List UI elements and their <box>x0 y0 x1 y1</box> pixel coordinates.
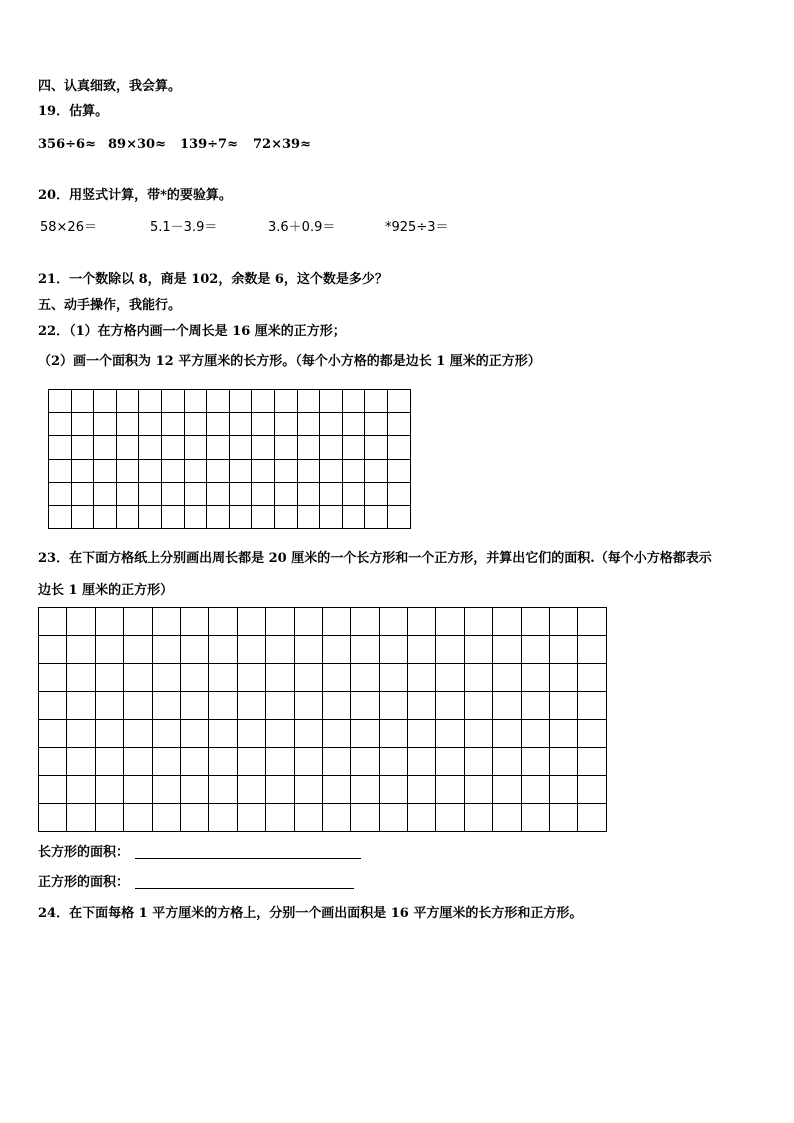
grid-row <box>39 776 607 804</box>
grid-cell[interactable] <box>161 390 184 413</box>
grid-cell[interactable] <box>209 720 237 748</box>
grid-cell[interactable] <box>436 748 464 776</box>
grid-cell[interactable] <box>39 608 67 636</box>
grid-cell[interactable] <box>351 664 379 692</box>
grid-cell[interactable] <box>71 413 94 436</box>
grid-cell[interactable] <box>365 436 388 459</box>
q24-text: 24．在下面每格 1 平方厘米的方格上，分别一个画出面积是 16 平方厘米的长方形和正方形。 <box>38 906 583 921</box>
grid-cell[interactable] <box>408 692 436 720</box>
grid-cell[interactable] <box>139 436 162 459</box>
grid-cell[interactable] <box>266 720 294 748</box>
square-area-label: 正方形的面积： <box>38 875 130 890</box>
grid-cell[interactable] <box>180 692 208 720</box>
grid-row <box>49 459 411 482</box>
grid-cell[interactable] <box>67 608 95 636</box>
grid-cell[interactable] <box>464 748 492 776</box>
grid-cell[interactable] <box>322 776 350 804</box>
grid-cell[interactable] <box>39 692 67 720</box>
grid-cell[interactable] <box>207 436 230 459</box>
grid-cell[interactable] <box>116 482 139 505</box>
grid-cell[interactable] <box>274 482 297 505</box>
grid-cell[interactable] <box>207 505 230 528</box>
q19-label: 19．估算。 <box>38 104 109 119</box>
grid-cell[interactable] <box>39 776 67 804</box>
grid-cell[interactable] <box>294 804 322 832</box>
grid-cell[interactable] <box>95 748 123 776</box>
grid-cell[interactable] <box>71 390 94 413</box>
grid-cell[interactable] <box>550 664 578 692</box>
grid-cell[interactable] <box>152 608 180 636</box>
grid-cell[interactable] <box>294 608 322 636</box>
grid-cell[interactable] <box>342 413 365 436</box>
grid-cell[interactable] <box>124 692 152 720</box>
grid-cell[interactable] <box>578 636 606 664</box>
grid-cell[interactable] <box>379 804 407 832</box>
grid-cell[interactable] <box>578 804 606 832</box>
grid-cell[interactable] <box>342 436 365 459</box>
grid-cell[interactable] <box>49 413 72 436</box>
grid-cell[interactable] <box>39 804 67 832</box>
grid-cell[interactable] <box>67 664 95 692</box>
grid-row <box>39 748 607 776</box>
grid-cell[interactable] <box>237 804 265 832</box>
grid-cell[interactable] <box>237 720 265 748</box>
grid-cell[interactable] <box>152 748 180 776</box>
grid-cell[interactable] <box>229 413 252 436</box>
grid-cell[interactable] <box>39 664 67 692</box>
grid-cell[interactable] <box>342 390 365 413</box>
grid-cell[interactable] <box>408 776 436 804</box>
q19-expr-4: 72×39≈ <box>253 137 311 152</box>
grid-row <box>39 692 607 720</box>
grid-cell[interactable] <box>379 608 407 636</box>
rect-area-label: 长方形的面积： <box>38 845 130 860</box>
grid-cell[interactable] <box>274 413 297 436</box>
grid-cell[interactable] <box>322 748 350 776</box>
grid-cell[interactable] <box>578 720 606 748</box>
grid-cell[interactable] <box>351 804 379 832</box>
q21-text: 21．一个数除以 8，商是 102，余数是 6，这个数是多少？ <box>38 272 388 287</box>
grid-cell[interactable] <box>184 482 207 505</box>
grid-cell[interactable] <box>408 748 436 776</box>
grid-cell[interactable] <box>464 608 492 636</box>
grid-cell[interactable] <box>209 608 237 636</box>
grid-cell[interactable] <box>94 459 117 482</box>
grid-cell[interactable] <box>124 720 152 748</box>
grid-cell[interactable] <box>209 636 237 664</box>
grid-cell[interactable] <box>71 482 94 505</box>
q23-square-grid <box>38 607 607 832</box>
grid-row <box>39 804 607 832</box>
grid-cell[interactable] <box>493 776 521 804</box>
grid-cell[interactable] <box>342 482 365 505</box>
grid-cell[interactable] <box>161 459 184 482</box>
q19-expr-1: 356÷6≈ <box>38 137 96 152</box>
grid-cell[interactable] <box>124 636 152 664</box>
grid-cell[interactable] <box>320 436 343 459</box>
grid-cell[interactable] <box>408 720 436 748</box>
grid-cell[interactable] <box>207 413 230 436</box>
grid-row <box>39 664 607 692</box>
grid-cell[interactable] <box>322 720 350 748</box>
grid-cell[interactable] <box>266 608 294 636</box>
grid-cell[interactable] <box>67 636 95 664</box>
grid-cell[interactable] <box>322 608 350 636</box>
grid-cell[interactable] <box>94 436 117 459</box>
grid-cell[interactable] <box>436 664 464 692</box>
grid-cell[interactable] <box>294 636 322 664</box>
grid-cell[interactable] <box>94 390 117 413</box>
grid-cell[interactable] <box>320 390 343 413</box>
grid-cell[interactable] <box>152 720 180 748</box>
grid-cell[interactable] <box>139 505 162 528</box>
grid-cell[interactable] <box>116 413 139 436</box>
grid-cell[interactable] <box>266 636 294 664</box>
grid-cell[interactable] <box>124 608 152 636</box>
grid-cell[interactable] <box>67 692 95 720</box>
grid-cell[interactable] <box>379 748 407 776</box>
grid-cell[interactable] <box>379 664 407 692</box>
grid-cell[interactable] <box>297 413 320 436</box>
grid-cell[interactable] <box>493 720 521 748</box>
grid-cell[interactable] <box>39 720 67 748</box>
grid-cell[interactable] <box>209 664 237 692</box>
grid-cell[interactable] <box>408 664 436 692</box>
grid-cell[interactable] <box>408 804 436 832</box>
grid-cell[interactable] <box>464 776 492 804</box>
grid-cell[interactable] <box>365 390 388 413</box>
grid-cell[interactable] <box>116 459 139 482</box>
grid-cell[interactable] <box>95 776 123 804</box>
grid-cell[interactable] <box>266 804 294 832</box>
grid-cell[interactable] <box>229 459 252 482</box>
grid-cell[interactable] <box>550 748 578 776</box>
grid-row <box>49 436 411 459</box>
grid-cell[interactable] <box>320 505 343 528</box>
grid-cell[interactable] <box>387 459 410 482</box>
square-area-answer-line[interactable] <box>135 888 354 889</box>
grid-cell[interactable] <box>124 804 152 832</box>
grid-cell[interactable] <box>116 505 139 528</box>
grid-cell[interactable] <box>184 459 207 482</box>
q20-expr-4: *925÷3＝ <box>385 220 449 235</box>
grid-cell[interactable] <box>342 505 365 528</box>
grid-cell[interactable] <box>184 390 207 413</box>
grid-cell[interactable] <box>152 636 180 664</box>
grid-cell[interactable] <box>521 804 549 832</box>
grid-cell[interactable] <box>464 720 492 748</box>
grid-cell[interactable] <box>550 608 578 636</box>
grid-cell[interactable] <box>95 664 123 692</box>
grid-cell[interactable] <box>351 636 379 664</box>
grid-cell[interactable] <box>578 608 606 636</box>
grid-cell[interactable] <box>521 720 549 748</box>
grid-cell[interactable] <box>161 413 184 436</box>
grid-cell[interactable] <box>342 459 365 482</box>
grid-cell[interactable] <box>408 608 436 636</box>
grid-cell[interactable] <box>436 776 464 804</box>
grid-cell[interactable] <box>294 720 322 748</box>
grid-cell[interactable] <box>180 776 208 804</box>
grid-cell[interactable] <box>550 776 578 804</box>
grid-cell[interactable] <box>320 482 343 505</box>
grid-cell[interactable] <box>550 636 578 664</box>
grid-cell[interactable] <box>408 636 436 664</box>
grid-cell[interactable] <box>351 776 379 804</box>
grid-cell[interactable] <box>550 720 578 748</box>
grid-cell[interactable] <box>365 459 388 482</box>
grid-cell[interactable] <box>297 459 320 482</box>
grid-cell[interactable] <box>124 664 152 692</box>
grid-cell[interactable] <box>365 505 388 528</box>
grid-cell[interactable] <box>39 748 67 776</box>
grid-row <box>49 505 411 528</box>
grid-cell[interactable] <box>252 482 275 505</box>
grid-cell[interactable] <box>161 505 184 528</box>
grid-row <box>39 720 607 748</box>
grid-cell[interactable] <box>152 776 180 804</box>
grid-cell[interactable] <box>237 664 265 692</box>
rect-area-answer-line[interactable] <box>135 858 361 859</box>
grid-cell[interactable] <box>237 692 265 720</box>
grid-cell[interactable] <box>274 436 297 459</box>
grid-cell[interactable] <box>266 692 294 720</box>
grid-row <box>49 482 411 505</box>
grid-cell[interactable] <box>229 436 252 459</box>
grid-cell[interactable] <box>252 505 275 528</box>
grid-cell[interactable] <box>294 692 322 720</box>
q23-line-1: 23．在下面方格纸上分别画出周长都是 20 厘米的一个长方形和一个正方形，并算出它们的面积.（每个小方格都表示 <box>38 551 712 566</box>
grid-cell[interactable] <box>207 390 230 413</box>
grid-cell[interactable] <box>274 390 297 413</box>
grid-cell[interactable] <box>493 804 521 832</box>
grid-cell[interactable] <box>49 390 72 413</box>
grid-cell[interactable] <box>351 748 379 776</box>
q19-expr-3: 139÷7≈ <box>180 137 238 152</box>
grid-cell[interactable] <box>320 459 343 482</box>
q22-line-1: 22．（1）在方格内画一个周长是 16 厘米的正方形； <box>38 324 346 339</box>
grid-cell[interactable] <box>67 748 95 776</box>
grid-cell[interactable] <box>521 608 549 636</box>
grid-cell[interactable] <box>152 692 180 720</box>
grid-cell[interactable] <box>209 748 237 776</box>
grid-cell[interactable] <box>274 505 297 528</box>
grid-cell[interactable] <box>493 748 521 776</box>
grid-cell[interactable] <box>229 505 252 528</box>
grid-cell[interactable] <box>464 804 492 832</box>
grid-cell[interactable] <box>139 413 162 436</box>
grid-cell[interactable] <box>578 748 606 776</box>
grid-cell[interactable] <box>387 482 410 505</box>
grid-cell[interactable] <box>67 720 95 748</box>
grid-cell[interactable] <box>139 459 162 482</box>
grid-cell[interactable] <box>95 720 123 748</box>
q20-expr-1: 58×26＝ <box>40 220 97 235</box>
grid-cell[interactable] <box>493 692 521 720</box>
q20-expr-2: 5.1－3.9＝ <box>150 220 218 235</box>
grid-cell[interactable] <box>436 636 464 664</box>
grid-cell[interactable] <box>387 505 410 528</box>
grid-cell[interactable] <box>387 390 410 413</box>
grid-cell[interactable] <box>49 459 72 482</box>
grid-cell[interactable] <box>266 776 294 804</box>
grid-cell[interactable] <box>521 748 549 776</box>
grid-cell[interactable] <box>180 748 208 776</box>
grid-cell[interactable] <box>180 608 208 636</box>
grid-cell[interactable] <box>379 720 407 748</box>
grid-cell[interactable] <box>184 505 207 528</box>
grid-cell[interactable] <box>67 776 95 804</box>
grid-row <box>39 608 607 636</box>
grid-cell[interactable] <box>493 608 521 636</box>
grid-cell[interactable] <box>116 390 139 413</box>
grid-cell[interactable] <box>49 436 72 459</box>
grid-cell[interactable] <box>209 804 237 832</box>
section-4-heading: 四、认真细致，我会算。 <box>38 79 182 94</box>
grid-cell[interactable] <box>209 776 237 804</box>
grid-cell[interactable] <box>493 636 521 664</box>
q22-line-2: （2）画一个面积为 12 平方厘米的长方形。（每个小方格的都是边长 1 厘米的正方形） <box>38 354 541 369</box>
grid-cell[interactable] <box>180 636 208 664</box>
grid-cell[interactable] <box>49 482 72 505</box>
grid-cell[interactable] <box>521 664 549 692</box>
grid-row <box>49 390 411 413</box>
q23-line-2: 边长 1 厘米的正方形） <box>38 583 174 598</box>
grid-cell[interactable] <box>71 505 94 528</box>
grid-cell[interactable] <box>124 748 152 776</box>
grid-cell[interactable] <box>39 636 67 664</box>
grid-cell[interactable] <box>320 413 343 436</box>
grid-cell[interactable] <box>351 692 379 720</box>
section-5-heading: 五、动手操作，我能行。 <box>38 298 182 313</box>
grid-cell[interactable] <box>493 664 521 692</box>
grid-cell[interactable] <box>379 636 407 664</box>
grid-cell[interactable] <box>521 636 549 664</box>
q19-expr-2: 89×30≈ <box>108 137 166 152</box>
grid-cell[interactable] <box>365 413 388 436</box>
grid-cell[interactable] <box>124 776 152 804</box>
grid-cell[interactable] <box>266 664 294 692</box>
grid-cell[interactable] <box>95 692 123 720</box>
grid-cell[interactable] <box>266 748 294 776</box>
grid-cell[interactable] <box>294 748 322 776</box>
grid-cell[interactable] <box>297 390 320 413</box>
grid-cell[interactable] <box>252 459 275 482</box>
grid-cell[interactable] <box>322 692 350 720</box>
grid-cell[interactable] <box>578 776 606 804</box>
grid-cell[interactable] <box>184 436 207 459</box>
grid-cell[interactable] <box>229 482 252 505</box>
grid-row <box>49 413 411 436</box>
q20-expr-3: 3.6＋0.9＝ <box>268 220 336 235</box>
grid-cell[interactable] <box>152 664 180 692</box>
grid-cell[interactable] <box>95 804 123 832</box>
grid-cell[interactable] <box>49 505 72 528</box>
grid-cell[interactable] <box>351 608 379 636</box>
grid-cell[interactable] <box>180 804 208 832</box>
grid-cell[interactable] <box>209 692 237 720</box>
grid-cell[interactable] <box>274 459 297 482</box>
grid-cell[interactable] <box>95 636 123 664</box>
grid-cell[interactable] <box>180 664 208 692</box>
grid-cell[interactable] <box>207 482 230 505</box>
grid-cell[interactable] <box>237 776 265 804</box>
grid-cell[interactable] <box>436 720 464 748</box>
grid-cell[interactable] <box>550 804 578 832</box>
grid-cell[interactable] <box>161 436 184 459</box>
grid-cell[interactable] <box>71 459 94 482</box>
grid-cell[interactable] <box>161 482 184 505</box>
grid-cell[interactable] <box>207 459 230 482</box>
grid-cell[interactable] <box>436 692 464 720</box>
grid-cell[interactable] <box>237 748 265 776</box>
grid-cell[interactable] <box>379 692 407 720</box>
grid-cell[interactable] <box>464 636 492 664</box>
grid-cell[interactable] <box>237 608 265 636</box>
grid-cell[interactable] <box>436 804 464 832</box>
grid-cell[interactable] <box>387 413 410 436</box>
grid-cell[interactable] <box>351 720 379 748</box>
grid-cell[interactable] <box>252 390 275 413</box>
grid-cell[interactable] <box>550 692 578 720</box>
grid-cell[interactable] <box>71 436 94 459</box>
grid-cell[interactable] <box>139 390 162 413</box>
grid-cell[interactable] <box>322 804 350 832</box>
q20-label: 20．用竖式计算，带*的要验算。 <box>38 188 232 203</box>
grid-cell[interactable] <box>139 482 162 505</box>
grid-cell[interactable] <box>578 692 606 720</box>
grid-cell[interactable] <box>229 390 252 413</box>
grid-cell[interactable] <box>95 608 123 636</box>
grid-cell[interactable] <box>184 413 207 436</box>
grid-cell[interactable] <box>365 482 388 505</box>
grid-cell[interactable] <box>297 482 320 505</box>
q22-square-grid <box>48 389 411 529</box>
grid-cell[interactable] <box>297 436 320 459</box>
grid-cell[interactable] <box>152 804 180 832</box>
grid-cell[interactable] <box>436 608 464 636</box>
grid-cell[interactable] <box>322 636 350 664</box>
grid-cell[interactable] <box>94 505 117 528</box>
grid-cell[interactable] <box>521 692 549 720</box>
grid-cell[interactable] <box>464 692 492 720</box>
grid-cell[interactable] <box>379 776 407 804</box>
grid-cell[interactable] <box>94 482 117 505</box>
grid-cell[interactable] <box>464 664 492 692</box>
grid-cell[interactable] <box>297 505 320 528</box>
grid-cell[interactable] <box>294 664 322 692</box>
grid-cell[interactable] <box>521 776 549 804</box>
grid-cell[interactable] <box>237 636 265 664</box>
grid-cell[interactable] <box>387 436 410 459</box>
grid-cell[interactable] <box>252 436 275 459</box>
grid-cell[interactable] <box>294 776 322 804</box>
grid-cell[interactable] <box>180 720 208 748</box>
grid-cell[interactable] <box>322 664 350 692</box>
grid-cell[interactable] <box>94 413 117 436</box>
grid-cell[interactable] <box>67 804 95 832</box>
grid-cell[interactable] <box>116 436 139 459</box>
grid-row <box>39 636 607 664</box>
grid-cell[interactable] <box>252 413 275 436</box>
grid-cell[interactable] <box>578 664 606 692</box>
